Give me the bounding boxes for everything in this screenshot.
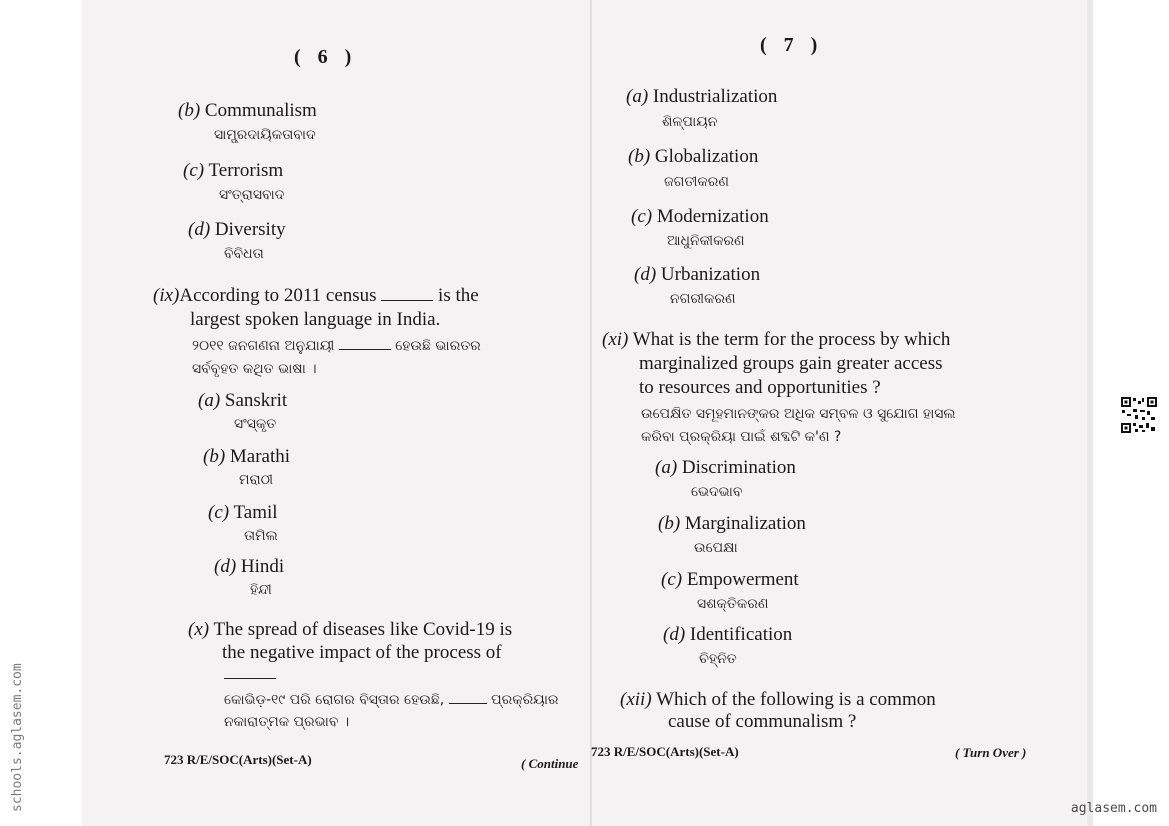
footer-code-right: 723 R/E/SOC(Arts)(Set-A) — [591, 744, 739, 759]
q11-option-c-odia: ସଶକ୍ତିକରଣ — [697, 596, 769, 612]
q12-stem-line2: cause of communalism ? — [668, 711, 857, 732]
page-fold — [590, 0, 592, 826]
q8-option-d-odia: ବିବିଧତା — [224, 246, 264, 262]
q11-odia-line2: କରିବା ପ୍ରକ୍ରିୟା ପାଇଁ ଶବ୍ଦଟି କ'ଣ ? — [641, 429, 842, 445]
q11-option-c: (c) Empowerment — [661, 569, 799, 590]
q9-option-a: (a) Sanskrit — [198, 390, 288, 411]
page-edge — [1087, 0, 1093, 826]
q9-option-d-odia: ହିନ୍ଦୀ — [250, 582, 272, 598]
q10-stem-line1: (x) The spread of diseases like Covid-19 is — [188, 619, 513, 640]
footer-continue: ( Continue — [521, 756, 579, 771]
q11-stem-line2: marginalized groups gain greater access — [639, 353, 943, 374]
q8-option-b: (b) Communalism — [178, 100, 317, 121]
q10-option-a-odia: ଶିଳ୍ପାୟନ — [662, 114, 718, 130]
q11-option-a-odia: ଭେଦଭାବ — [691, 484, 743, 500]
page-number-right: ( 7 ) — [760, 34, 824, 56]
q9-option-d: (d) Hindi — [214, 556, 285, 577]
q9-option-c-odia: ତାମିଲ — [244, 528, 278, 544]
q8-option-b-odia: ସାମ୍ପ୍ରଦାୟିକତାବାଦ — [214, 127, 316, 143]
q8-option-d: (d) Diversity — [188, 219, 286, 240]
q10-option-b-odia: ଜଗତୀକରଣ — [664, 174, 730, 190]
q9-option-b: (b) Marathi — [203, 446, 291, 467]
q8-option-c-odia: ସଂତ୍ରାସବାଦ — [219, 187, 285, 203]
q10-option-d-odia: ନଗରୀକରଣ — [670, 291, 736, 307]
qr-code — [1120, 396, 1158, 434]
q10-option-a: (a) Industrialization — [626, 86, 778, 107]
corner-watermark: aglasem.com — [1070, 801, 1157, 816]
q11-option-d-odia: ଚିହ୍ନିତ — [699, 651, 737, 667]
q9-odia-line2: ସର୍ବବୃହତ କଥିତ ଭାଷା । — [192, 361, 317, 377]
q9-option-a-odia: ସଂସ୍କୃତ — [234, 416, 277, 432]
q10-blank-line — [224, 678, 276, 679]
q9-option-b-odia: ମରାଠୀ — [239, 472, 273, 488]
q9-option-c: (c) Tamil — [208, 502, 278, 523]
page-number-left: ( 6 ) — [294, 46, 358, 68]
side-watermark: schools.aglasem.com — [10, 663, 25, 812]
footer-code-left: 723 R/E/SOC(Arts)(Set-A) — [164, 752, 312, 767]
q11-option-a: (a) Discrimination — [655, 457, 796, 478]
q10-odia-line2: ନକାରାତ୍ମକ ପ୍ରଭାବ । — [224, 714, 350, 730]
q11-odia-line1: ଉପେକ୍ଷିତ ସମୂହମାନଙ୍କର ଅଧିକ ସମ୍ବଳ ଓ ସୁଯୋଗ ହାସଲ — [641, 406, 956, 422]
q11-option-d: (d) Identification — [663, 624, 793, 645]
q11-option-b: (b) Marginalization — [658, 513, 806, 534]
q9-stem-line1: (ix)According to 2011 census is the — [153, 285, 479, 306]
q12-stem-line1: (xii) Which of the following is a common — [620, 689, 936, 710]
q11-stem-line1: (xi) What is the term for the process by which — [602, 329, 951, 350]
q10-odia-line1: କୋଭିଡ଼-୧୯ ପରି ରୋଗର ବିସ୍ତାର ହେଉଛି, ପ୍ରକ୍ରିୟାର — [224, 692, 559, 708]
q8-option-c: (c) Terrorism — [183, 160, 284, 181]
q9-odia-line1: ୨୦୧୧ ଜନଗଣନା ଅନୁଯାୟୀ ହେଉଛି ଭାରତର — [192, 338, 481, 354]
q11-stem-line3: to resources and opportunities ? — [639, 377, 881, 398]
footer-turn-over: ( Turn Over ) — [955, 745, 1027, 760]
q10-option-c-odia: ଆଧୁନିକୀକରଣ — [667, 233, 745, 249]
q10-option-c: (c) Modernization — [631, 206, 769, 227]
q10-option-d: (d) Urbanization — [634, 264, 761, 285]
q10-option-b: (b) Globalization — [628, 146, 759, 167]
q10-stem-line2: the negative impact of the process of — [222, 642, 502, 663]
q11-option-b-odia: ଉପେକ୍ଷା — [694, 540, 738, 556]
q9-stem-line2: largest spoken language in India. — [190, 309, 441, 330]
